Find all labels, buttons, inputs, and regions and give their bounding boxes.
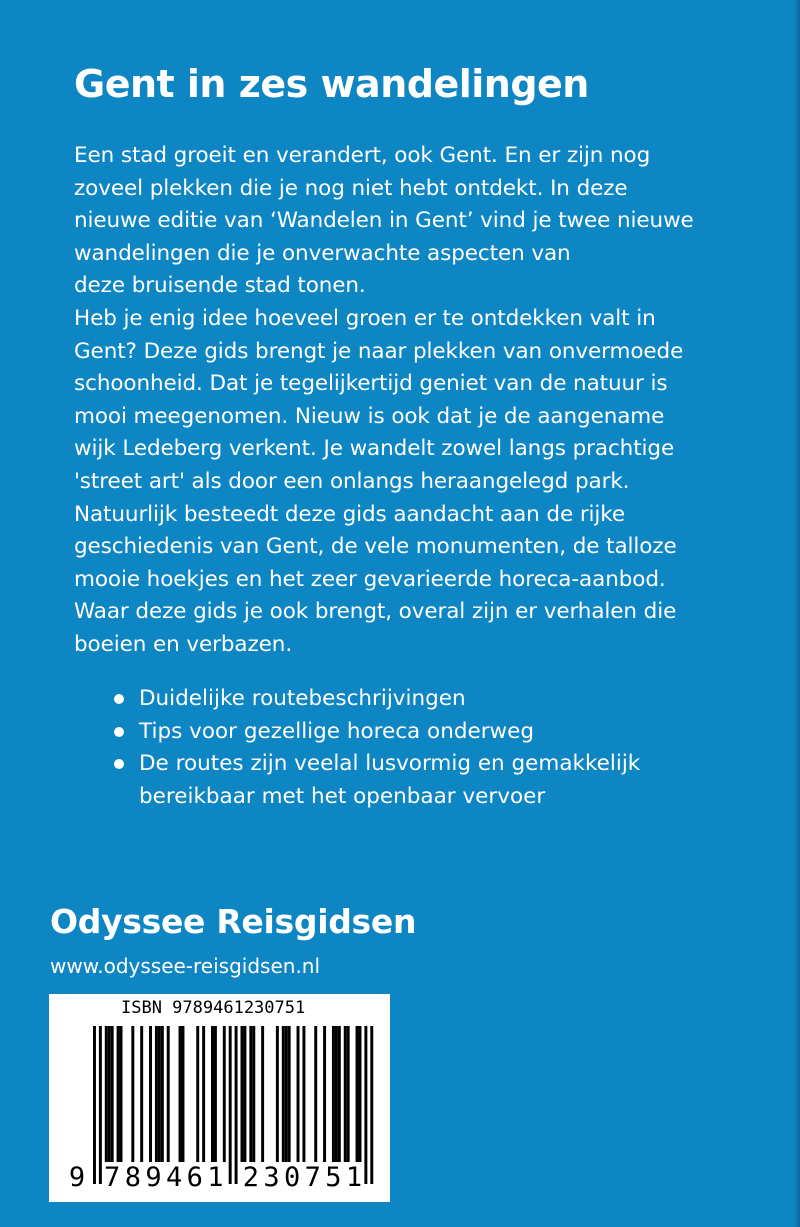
barcode-bar xyxy=(108,1026,111,1162)
description-line: boeien en verbazen. xyxy=(74,631,293,657)
barcode-digit: 9 xyxy=(145,1162,162,1193)
barcode-bar xyxy=(276,1026,279,1162)
barcode-bar xyxy=(347,1026,350,1162)
barcode-bar xyxy=(356,1026,359,1162)
barcode-digit: 7 xyxy=(304,1162,321,1193)
barcode-bar xyxy=(282,1026,285,1162)
barcode-guard-bar xyxy=(370,1026,373,1184)
description-line: wijk Ledeberg verkent. Je wandelt zowel langs prachtige xyxy=(74,436,675,462)
isbn-barcode xyxy=(49,994,390,1202)
description-line: nieuwe editie van ‘Wandelen in Gent’ vind je twee nieuwe xyxy=(74,208,694,234)
description-line: Een stad groeit en verandert, ook Gent. En er zijn nog xyxy=(74,143,651,168)
barcode-bar xyxy=(297,1026,300,1162)
barcode-bar xyxy=(131,1026,134,1162)
barcode-bar xyxy=(196,1026,199,1162)
barcode-bar xyxy=(359,1026,362,1162)
barcode-bar xyxy=(335,1026,338,1162)
barcode-graphic xyxy=(49,994,390,1202)
barcode-guard-bar xyxy=(235,1026,238,1184)
barcode-bar xyxy=(161,1026,164,1162)
barcode-bar xyxy=(117,1026,120,1162)
barcode-digit: 8 xyxy=(124,1162,141,1193)
barcode-bar xyxy=(223,1026,226,1162)
barcode-guard-bar xyxy=(93,1026,96,1184)
publisher-website: www.odyssee-reisgidsen.nl xyxy=(50,954,321,978)
feature-item xyxy=(74,683,774,716)
barcode-guard-bar xyxy=(229,1026,232,1184)
description-line: Gent? Deze gids brengt je naar plekken van onvermoede xyxy=(74,338,684,364)
barcode-bar xyxy=(241,1026,244,1162)
barcode-bar xyxy=(249,1026,252,1162)
description-line: mooie hoekjes en het zeer gevarieerde horeca-aanbod. xyxy=(74,566,666,592)
barcode-digit: 4 xyxy=(165,1162,183,1193)
barcode-bar xyxy=(140,1026,143,1162)
barcode-bar xyxy=(120,1026,123,1162)
barcode-digit: 7 xyxy=(104,1162,121,1193)
description-line: mooi meegenomen. Nieuw is ook dat je de aangename xyxy=(74,403,665,429)
barcode-digit: 1 xyxy=(345,1162,363,1193)
barcode-bar xyxy=(182,1026,185,1162)
feature-item-text: Duidelijke routebeschrijvingen xyxy=(139,686,466,711)
book-title: Gent in zes wandelingen xyxy=(74,62,589,106)
feature-item xyxy=(74,748,774,813)
description-line: deze bruisende stad tonen. xyxy=(74,273,366,299)
bullet-dot-icon xyxy=(114,694,124,704)
barcode-bar xyxy=(344,1026,347,1162)
barcode-bar xyxy=(323,1026,326,1162)
barcode-digit: 5 xyxy=(325,1162,342,1193)
description-text xyxy=(74,140,774,662)
barcode-digit: 3 xyxy=(263,1162,280,1193)
barcode-bar xyxy=(214,1026,217,1162)
barcode-bar xyxy=(261,1026,264,1162)
barcode-guard-bar xyxy=(99,1026,102,1184)
barcode-bar xyxy=(202,1026,205,1162)
barcode-digit: 1 xyxy=(207,1162,224,1193)
description-line: 'street art' als door een onlangs heraangelegd park. xyxy=(74,468,630,494)
isbn-label: ISBN 9789461230751 xyxy=(121,998,306,1018)
barcode-bar xyxy=(338,1026,341,1162)
barcode-bar xyxy=(149,1026,152,1162)
barcode-bar xyxy=(179,1026,182,1162)
barcode-bar xyxy=(155,1026,158,1162)
barcode-bar xyxy=(252,1026,255,1162)
description-line: Waar deze gids je ook brengt, overal zijn er verhalen die xyxy=(74,599,677,625)
barcode-bar xyxy=(167,1026,170,1162)
barcode-bar xyxy=(314,1026,317,1162)
barcode-bar xyxy=(302,1026,305,1162)
barcode-bar xyxy=(158,1026,161,1162)
feature-item-text: bereikbaar met het openbaar vervoer xyxy=(139,783,546,809)
feature-item-text: Tips voor gezellige horeca onderweg xyxy=(139,718,535,744)
barcode-bar xyxy=(285,1026,288,1162)
description-line: schoonheid. Dat je tegelijkertijd geniet van de natuur is xyxy=(74,371,668,397)
feature-item-text: De routes zijn veelal lusvormig en gemakkelijk xyxy=(139,751,641,777)
barcode-digit: 0 xyxy=(283,1162,301,1193)
description-line: geschiedenis van Gent, de vele monumenten, de talloze xyxy=(74,534,677,560)
barcode-guard-bar xyxy=(364,1026,367,1184)
barcode-bar xyxy=(105,1026,108,1162)
barcode-bar xyxy=(288,1026,291,1162)
bullet-dot-icon xyxy=(114,727,124,737)
barcode-bar xyxy=(243,1026,246,1162)
barcode-digit: 6 xyxy=(186,1162,203,1193)
feature-list xyxy=(74,683,774,813)
barcode-digit: 9 xyxy=(68,1162,86,1193)
bullet-dot-icon xyxy=(114,759,124,769)
description-line: Natuurlijk besteedt deze gids aandacht aan de rijke xyxy=(74,501,626,527)
description-line: Heb je enig idee hoeveel groen er te ontdekken valt in xyxy=(74,305,656,331)
barcode-bar xyxy=(111,1026,114,1162)
feature-item xyxy=(74,716,774,749)
barcode-bar xyxy=(332,1026,335,1162)
barcode-bar xyxy=(211,1026,214,1162)
barcode-digit: 2 xyxy=(242,1162,259,1193)
publisher-name: Odyssee Reisgidsen xyxy=(50,902,417,941)
description-line: wandelingen die je onverwachte aspecten van xyxy=(74,240,571,266)
description-line: zoveel plekken die je nog niet hebt ontdekt. In deze xyxy=(74,175,628,201)
cover-edge-shadow xyxy=(794,0,800,1227)
